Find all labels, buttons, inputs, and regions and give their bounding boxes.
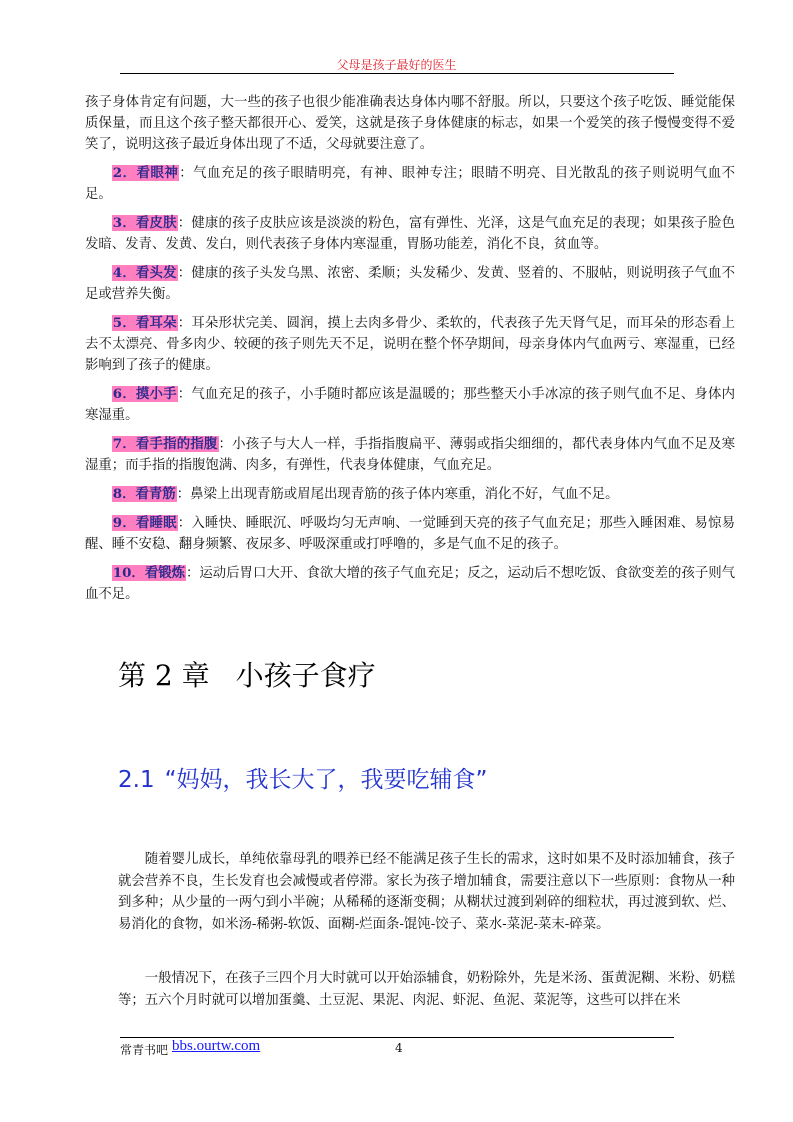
footer-site-name: 常青书吧 [120, 1043, 169, 1057]
check-item-ears [85, 313, 735, 376]
footer-site-link[interactable]: bbs.ourtw.com [172, 1038, 261, 1054]
page-footer [120, 1040, 674, 1060]
check-text: ：入睡快、睡眠沉、呼吸均匀无声响、一觉睡到天亮的孩子气血充足；那些入睡困难、易惊易醒、睡不安稳、翻身频繁、夜尿多、呼吸深重或打呼噜的，多是气血不足的孩子。 [85, 516, 735, 552]
check-text: ：耳朵形状完美、圆润，摸上去肉多骨少、柔软的，代表孩子先天肾气足，而耳朵的形态看上去不太漂亮、骨多肉少、较硬的孩子则先天不足，说明在整个怀孕期间，母亲身体内气血两亏、寒湿重，已经影响到了孩子的健康。 [85, 316, 735, 373]
check-text: ：健康的孩子头发乌黑、浓密、柔顺；头发稀少、发黄、竖着的、不服帖，则说明孩子气血不足或营养失衡。 [85, 266, 735, 302]
running-header: 父母是孩子最好的医生 [336, 58, 457, 72]
check-label: 10．看锻炼 [112, 565, 185, 581]
check-text: ：小孩子与大人一样，手指指腹扁平、薄弱或指尖细细的，都代表身体内气血不足及寒湿重；而手指的指腹饱满、肉多，有弹性，代表身体健康，气血充足。 [85, 437, 736, 473]
check-item-skin [85, 213, 735, 255]
intro-paragraph: 孩子身体肯定有问题，大一些的孩子也很少能准确表达身体内哪不舒服。所以，只要这个孩子吃饭、睡觉能保质保量，而且这个孩子整天都很开心、爱笑，这就是孩子身体健康的标志，如果一个爱笑的孩子慢慢变得不爱笑了，说明这孩子最近身体出现了不适，父母就要注意了。 [85, 95, 735, 152]
check-item-sleep [85, 513, 735, 555]
check-label: 4．看头发 [112, 265, 177, 281]
header-divider [120, 73, 674, 74]
chapter-heading [118, 656, 376, 696]
check-item-eyes [85, 163, 735, 205]
check-label: 3．看皮肤 [112, 215, 177, 231]
page-number: 4 [395, 1041, 403, 1055]
check-item-hair [85, 263, 735, 305]
check-text: ：鼻梁上出现青筋或眉尾出现青筋的孩子体内寒重，消化不好，气血不足。 [176, 487, 619, 502]
check-label: 8．看青筋 [112, 486, 176, 502]
chapter-title: 小孩子食疗 [235, 659, 376, 692]
section-heading [118, 763, 487, 797]
check-text: ：气血充足的孩子，小手随时都应该是温暖的；那些整天小手冰凉的孩子则气血不足、身体内寒湿重。 [85, 387, 735, 423]
check-label: 7．看手指的指腹 [112, 436, 218, 452]
check-text: ：运动后胃口大开、食欲大增的孩子气血充足；反之，运动后不想吃饭、食欲变差的孩子则气血不足。 [85, 566, 736, 602]
check-item-hands [85, 384, 735, 426]
section-number: 2.1 [118, 767, 155, 793]
check-label: 6．摸小手 [112, 386, 177, 402]
check-text: ：气血充足的孩子眼睛明亮，有神、眼神专注；眼睛不明亮、目光散乱的孩子则说明气血不足。 [85, 166, 735, 202]
check-label: 2．看眼神 [112, 165, 179, 181]
main-text [85, 92, 735, 613]
body-paragraph: 一般情况下，在孩子三四个月大时就可以开始添辅食，奶粉除外，先是米汤、蛋黄泥糊、米粉、奶糕等；五六个月时就可以增加蛋羹、土豆泥、果泥、肉泥、虾泥、鱼泥、菜泥等，这些可以拌在米 [118, 971, 735, 1008]
check-label: 5．看耳朵 [112, 315, 177, 331]
check-text: ：健康的孩子皮肤应该是淡淡的粉色，富有弹性、光泽，这是气血充足的表现；如果孩子脸色发暗、发青、发黄、发白，则代表孩子身体内寒湿重，胃肠功能差，消化不良，贫血等。 [85, 216, 735, 252]
chapter-number: 第 2 章 [118, 659, 210, 692]
check-label: 9．看睡眠 [112, 515, 177, 531]
check-item-exercise [85, 563, 735, 605]
body-paragraph: 随着婴儿成长，单纯依靠母乳的喂养已经不能满足孩子生长的需求，这时如果不及时添加辅食，孩子就会营养不良，生长发育也会减慢或者停滞。家长为孩子增加辅食，需要注意以下一些原则：食物从一种到多种；从少量的一两勺到小半碗；从稀稀的逐渐变稠；从糊状过渡到剁碎的细粒状，再过渡到软、烂、易消化的食物，如米汤-稀粥-软饭、面糊-烂面条-馄饨-饺子、菜水-菜泥-菜末-碎菜。 [118, 852, 735, 932]
check-item-veins [85, 484, 735, 505]
section-title: “妈妈，我长大了，我要吃辅食” [164, 767, 488, 793]
check-item-fingertips [85, 434, 735, 476]
